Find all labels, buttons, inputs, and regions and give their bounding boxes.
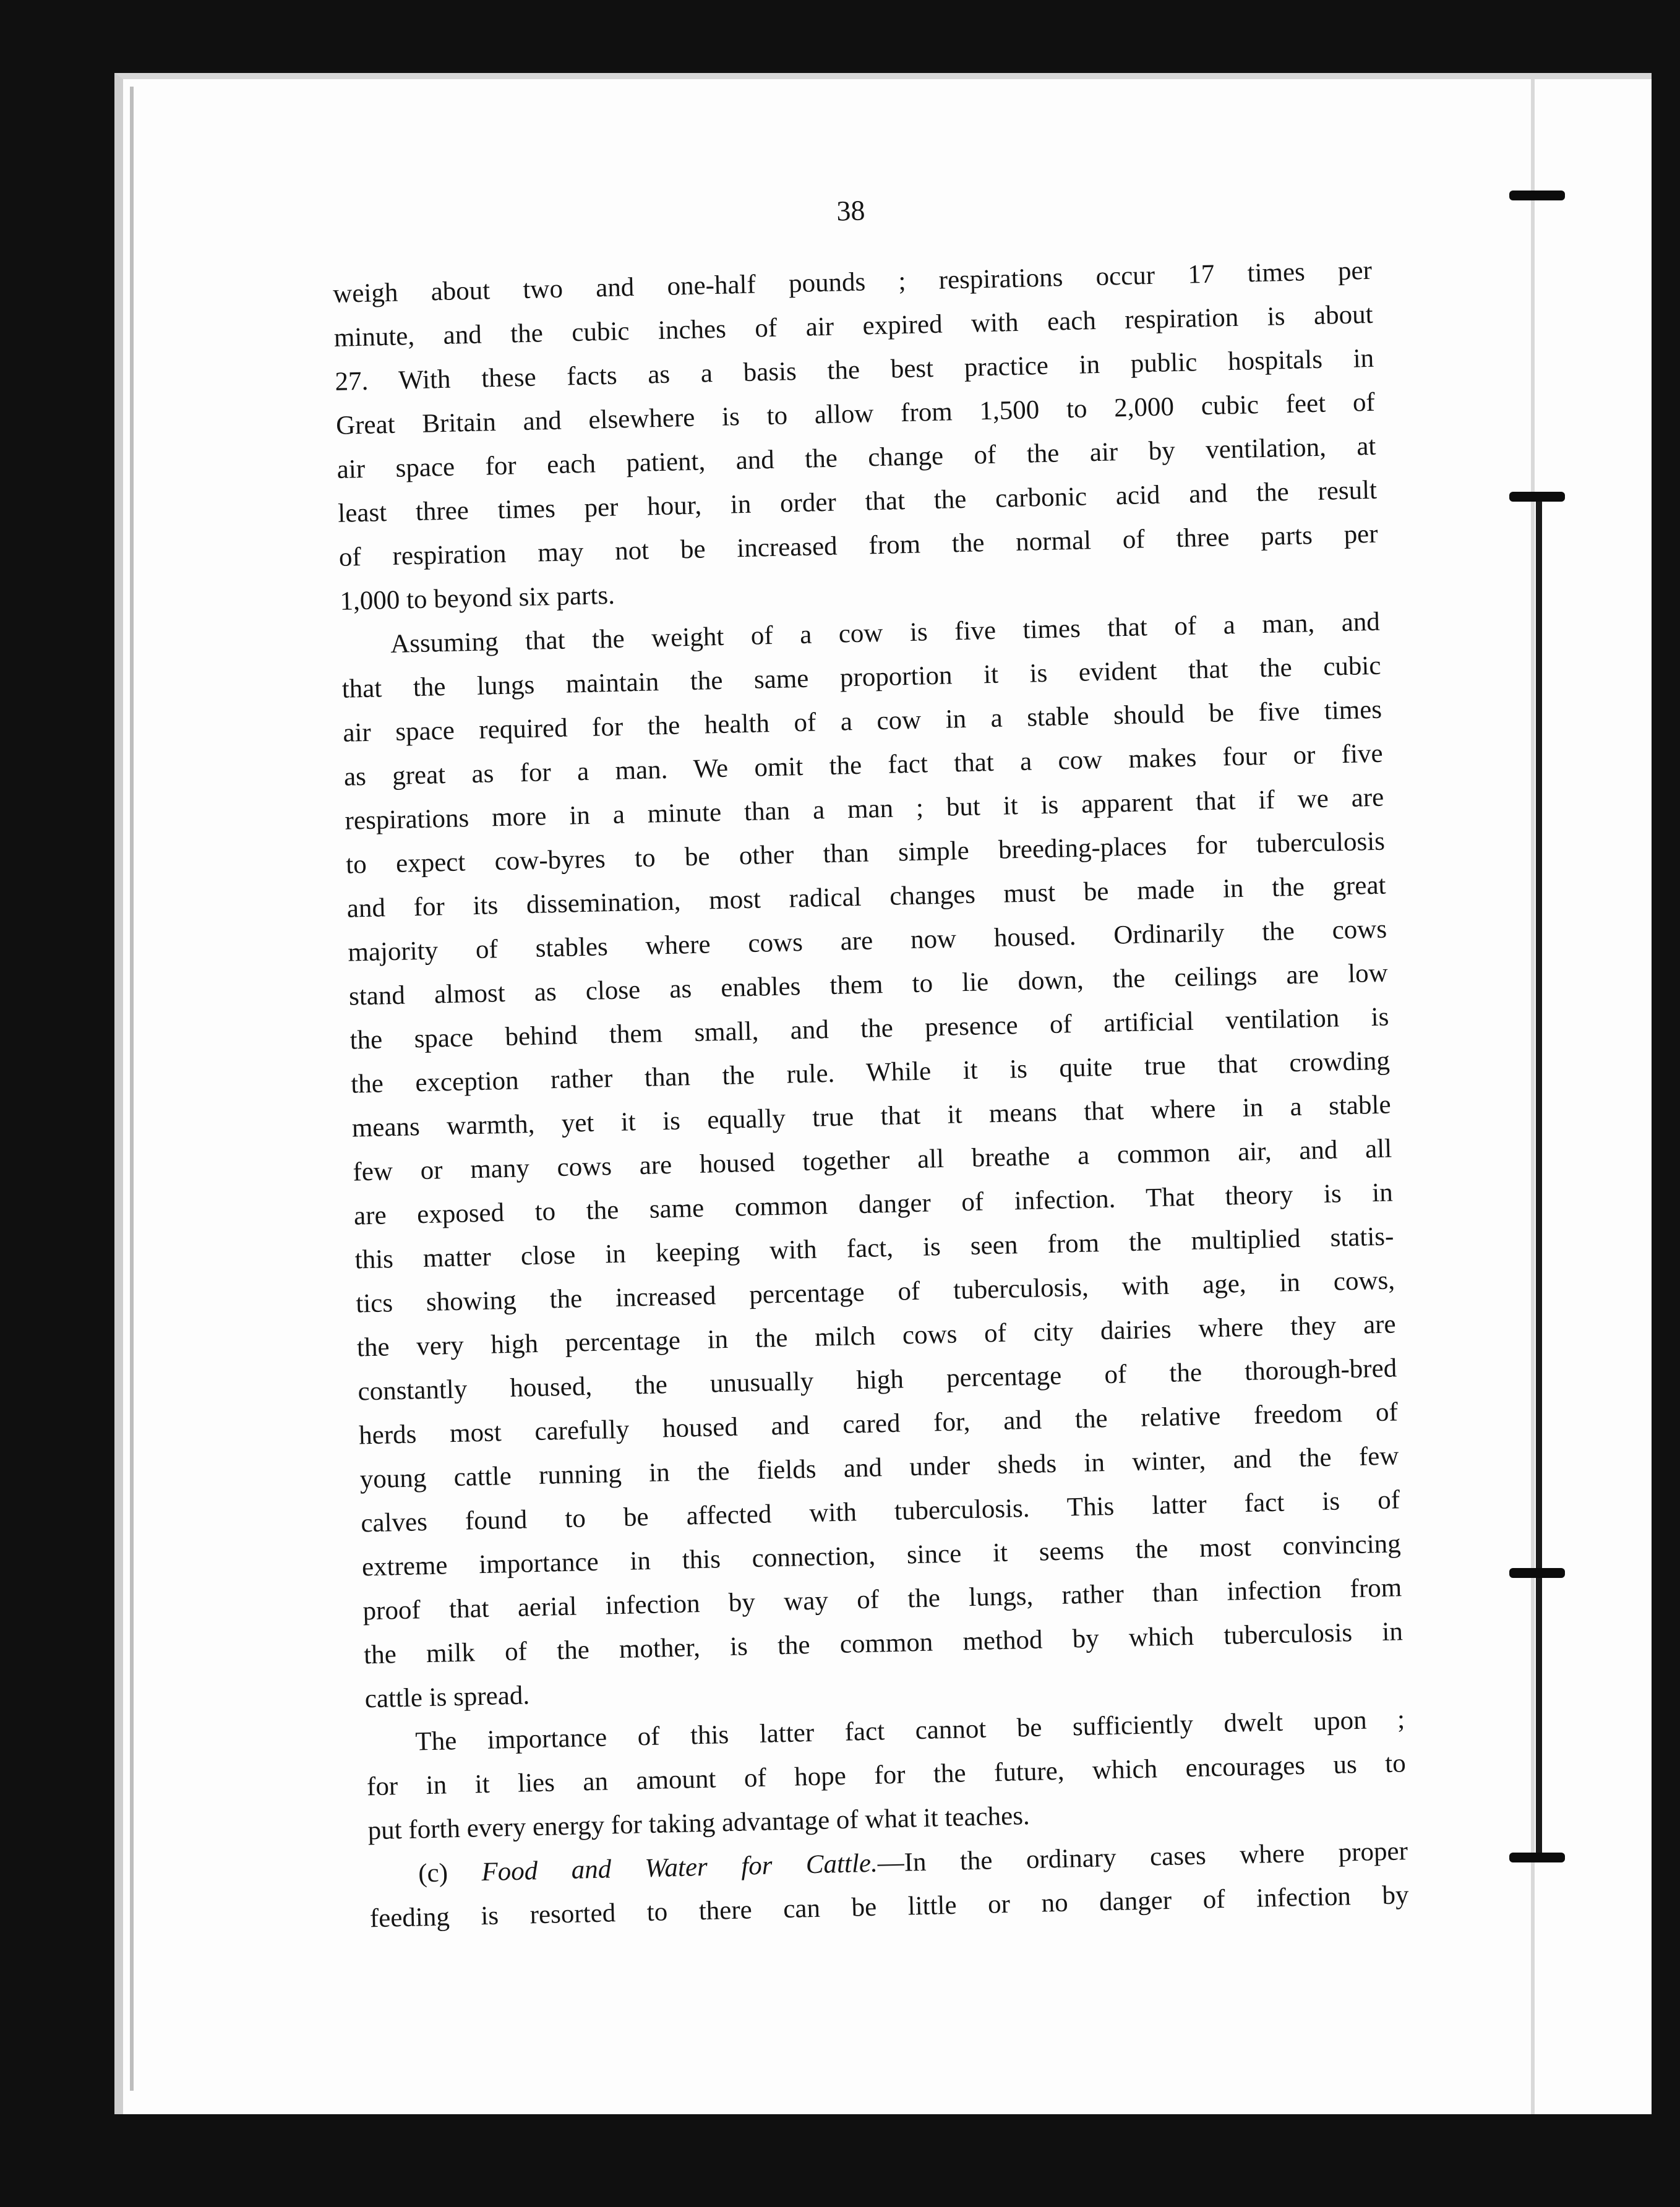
text-line: respirations more in a minute than a man ; but it is apparent that if we are: [345, 782, 1384, 836]
text-line: proof that aerial infection by way of the lungs, rather than infection from: [362, 1573, 1402, 1626]
text-line: the very high percentage in the milch cows of city dairies where they are: [356, 1309, 1397, 1363]
text-line: that the lungs maintain the same proportion it is evident that the cubic: [341, 651, 1381, 704]
text-line: Assuming that the weight of a cow is five times that of a man, and: [390, 607, 1381, 659]
binding-mark: [1509, 1853, 1565, 1862]
paragraph: [332, 249, 1379, 624]
text-line: the space behind them small, and the presence of artificial ventilation is: [349, 1002, 1389, 1055]
text-line: —In the ordinary cases where proper: [877, 1836, 1408, 1878]
text-line: put forth every energy for taking advantage of what it teaches.: [367, 1801, 1031, 1846]
paragraph: [340, 600, 1404, 1721]
text-line: weigh about two and one-half pounds ; respirations occur 17 times per: [332, 255, 1373, 309]
text-line: the milk of the mother, is the common method by which tuberculosis in: [363, 1617, 1404, 1670]
text-line: extreme importance in this connection, since it seems the most convincing: [361, 1529, 1402, 1582]
text-line: The importance of this latter fact cannot be sufficiently dwelt upon ;: [414, 1705, 1405, 1757]
text-line: air space required for the health of a cow in a stable should be five times: [342, 695, 1382, 748]
text-column: [331, 181, 1409, 1940]
facing-page-edge: [1531, 79, 1535, 2114]
binding-mark: [1509, 492, 1565, 502]
text-line: stand almost as close as enables them to lie down, the ceilings are low: [348, 958, 1389, 1011]
binding-mark: [1509, 191, 1565, 200]
binding-mark: [1509, 1568, 1565, 1578]
text-line: 1,000 to beyond six parts.: [340, 580, 615, 616]
text-line: cattle is spread.: [364, 1681, 530, 1714]
paragraph: [366, 1697, 1407, 1853]
text-line: few or many cows are housed together all breathe a common air, and all: [352, 1134, 1392, 1187]
text-line: tics showing the increased percentage of tuberculosis, with age, in cows,: [355, 1266, 1395, 1319]
text-line: for in it lies an amount of hope for the future, which encourages us to: [366, 1749, 1407, 1802]
text-line: 27. With these facts as a basis the best practice in public hospitals in: [334, 343, 1374, 396]
page-number: 38: [836, 194, 866, 227]
text-line: calves found to be affected with tuberculosis. This latter fact is of: [360, 1485, 1400, 1538]
text-line: as great as for a man. We omit the fact that a cow makes four or five: [343, 739, 1384, 792]
binding-line: [1536, 495, 1542, 1856]
text-line: and for its dissemination, most radical changes must be made in the great: [346, 870, 1386, 924]
text-line: of respiration may not be increased from the normal of three parts per: [338, 519, 1379, 572]
text-line: to expect cow-byres to be other than simple breeding-places for tuberculosis: [345, 826, 1386, 880]
text-line: Great Britain and elsewhere is to allow from 1,500 to 2,000 cubic feet of: [335, 387, 1376, 440]
text-line: herds most carefully housed and cared for, and the relative freedom of: [358, 1397, 1399, 1451]
text-line: minute, and the cubic inches of air expired with each respiration is about: [333, 299, 1374, 353]
text-line: constantly housed, the unusually high percentage of the thorough-bred: [358, 1353, 1397, 1407]
text-line: air space for each patient, and the change of the air by ventilation, at: [336, 431, 1376, 484]
page-edge: [130, 87, 134, 2091]
text-line: feeding is resorted to there can be little or no danger of infection by: [369, 1880, 1410, 1934]
text-line: are exposed to the same common danger of infection. That theory is in: [353, 1178, 1394, 1231]
text-line: young cattle running in the fields and under sheds in winter, and the few: [359, 1441, 1399, 1494]
text-line: least three times per hour, in order that the carbonic acid and the result: [337, 475, 1378, 528]
section-label: (c): [418, 1858, 448, 1888]
text-line: majority of stables where cows are now housed. Ordinarily the cows: [347, 914, 1387, 967]
text-line: this matter close in keeping with fact, is seen from the multiplied statis-: [354, 1222, 1394, 1275]
section-heading: Food and Water for Cattle.: [481, 1848, 878, 1887]
text-line: the exception rather than the rule. While it is quite true that crowding: [350, 1046, 1391, 1099]
text-line: means warmth, yet it is equally true that it means that where in a stable: [351, 1090, 1392, 1143]
